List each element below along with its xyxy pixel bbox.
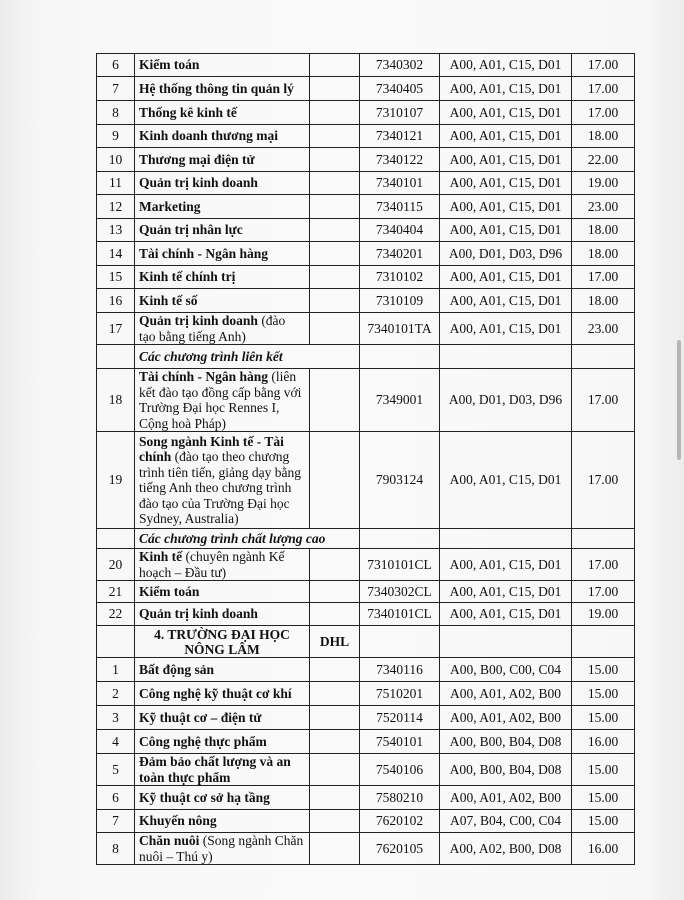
school-code-cell — [310, 195, 360, 219]
program-name: Kiểm toán — [139, 583, 200, 599]
program-name: Tài chính - Ngân hàng — [139, 245, 269, 261]
school-code-cell — [310, 125, 360, 148]
program-name: Kinh tế chính trị — [139, 269, 236, 285]
program-name: Quản trị kinh doanh — [139, 606, 258, 622]
table-row — [97, 432, 635, 529]
table-row — [97, 549, 635, 581]
program-name: Chăn nuôi — [139, 833, 200, 848]
school-code-cell — [310, 54, 360, 77]
subject-combinations: A00, A01, A02, B00 — [440, 682, 572, 706]
row-number: 17 — [97, 313, 135, 345]
row-number: 15 — [97, 266, 135, 289]
table-row — [97, 195, 635, 219]
scrollbar-thumb[interactable] — [677, 340, 681, 460]
university-header-row — [97, 626, 635, 658]
university-name — [135, 626, 310, 658]
program-name-cell — [135, 125, 310, 148]
table-row — [97, 148, 635, 172]
program-name-cell — [135, 219, 310, 242]
program-name: Quản trị kinh doanh — [139, 313, 258, 328]
table-row — [97, 172, 635, 195]
program-code: 7340201 — [360, 242, 440, 266]
row-number: 9 — [97, 125, 135, 148]
table-row — [97, 54, 635, 77]
cutoff-score: 18.00 — [572, 289, 635, 313]
cutoff-score: 15.00 — [572, 658, 635, 682]
row-number: 1 — [97, 658, 135, 682]
row-number: 3 — [97, 706, 135, 730]
subject-combinations: A00, A01, C15, D01 — [440, 266, 572, 289]
program-code — [360, 345, 440, 369]
table-row — [97, 369, 635, 432]
program-name-cell — [135, 706, 310, 730]
program-name-cell — [135, 266, 310, 289]
program-name: Kinh doanh thương mại — [139, 128, 279, 144]
program-name-cell — [135, 833, 310, 865]
program-name: Hệ thống thông tin quản lý — [139, 80, 294, 96]
school-code-cell — [310, 581, 360, 603]
program-code: 7340101 — [360, 172, 440, 195]
subject-combinations: A00, A01, C15, D01 — [440, 101, 572, 125]
cutoff-score: 15.00 — [572, 682, 635, 706]
program-code: 7340121 — [360, 125, 440, 148]
program-name: Kỹ thuật cơ – điện tử — [139, 709, 262, 725]
cutoff-score: 19.00 — [572, 603, 635, 626]
table-row — [97, 810, 635, 833]
row-number: 7 — [97, 77, 135, 101]
cutoff-score: 22.00 — [572, 148, 635, 172]
cutoff-score: 17.00 — [572, 77, 635, 101]
school-code-cell — [310, 706, 360, 730]
program-name-cell — [135, 369, 310, 432]
program-code: 7580210 — [360, 786, 440, 810]
program-name-cell — [135, 172, 310, 195]
university-name-line2: NÔNG LÂM — [184, 641, 260, 657]
subject-combinations: A00, A01, A02, B00 — [440, 786, 572, 810]
program-name: Thương mại điện tử — [139, 151, 255, 167]
program-code: 7340405 — [360, 77, 440, 101]
program-name-cell — [135, 195, 310, 219]
subject-combinations: A00, A01, C15, D01 — [440, 549, 572, 581]
program-name: Công nghệ thực phẩm — [139, 733, 267, 749]
school-code-cell — [310, 242, 360, 266]
table-row — [97, 242, 635, 266]
program-name-cell — [135, 101, 310, 125]
row-number: 8 — [97, 101, 135, 125]
row-number: 20 — [97, 549, 135, 581]
program-name-cell — [135, 786, 310, 810]
program-code: 7340404 — [360, 219, 440, 242]
table-row — [97, 289, 635, 313]
cutoff-score: 16.00 — [572, 730, 635, 754]
program-name: Kiểm toán — [139, 57, 200, 73]
cutoff-score: 15.00 — [572, 786, 635, 810]
program-code: 7310109 — [360, 289, 440, 313]
table-row — [97, 219, 635, 242]
row-number: 12 — [97, 195, 135, 219]
table-row — [97, 77, 635, 101]
subject-combinations: A00, A01, C15, D01 — [440, 219, 572, 242]
row-number: 8 — [97, 833, 135, 865]
cutoff-score: 23.00 — [572, 313, 635, 345]
program-name: Khuyến nông — [139, 813, 217, 829]
program-note: (liên kết đào tạo đồng cấp bằng với Trường Đại học Rennes I, Cộng hoà Pháp) — [139, 369, 302, 431]
school-code-cell — [310, 172, 360, 195]
program-code: 7340302 — [360, 54, 440, 77]
subject-combinations: A00, A01, C15, D01 — [440, 125, 572, 148]
program-note: (chuyên ngành Kế hoạch – Đầu tư) — [139, 549, 285, 580]
cutoff-score — [572, 626, 635, 658]
subject-combinations: A00, A01, C15, D01 — [440, 172, 572, 195]
program-name: Kinh tế số — [139, 292, 198, 308]
program-name: Kỹ thuật cơ sở hạ tầng — [139, 789, 270, 805]
cutoff-score: 18.00 — [572, 219, 635, 242]
row-number — [97, 529, 135, 549]
program-name-cell — [135, 432, 310, 529]
school-code-cell — [310, 658, 360, 682]
row-number: 14 — [97, 242, 135, 266]
program-code — [360, 626, 440, 658]
table-row — [97, 658, 635, 682]
table-row — [97, 682, 635, 706]
program-name: Quản trị kinh doanh — [139, 175, 258, 191]
subject-combinations: A07, B04, C00, C04 — [440, 810, 572, 833]
school-code-cell — [310, 266, 360, 289]
program-code: 7520114 — [360, 706, 440, 730]
table-row — [97, 313, 635, 345]
row-number: 16 — [97, 289, 135, 313]
subject-combinations: A00, A01, C15, D01 — [440, 148, 572, 172]
program-name: Đảm bảo chất lượng và an toàn thực phẩm — [139, 754, 291, 785]
subject-combinations: A00, B00, B04, D08 — [440, 730, 572, 754]
subject-combinations: A00, A01, C15, D01 — [440, 581, 572, 603]
subject-combinations: A00, A02, B00, D08 — [440, 833, 572, 865]
program-name-cell — [135, 77, 310, 101]
program-code: 7620102 — [360, 810, 440, 833]
program-name: Bất động sản — [139, 661, 215, 677]
program-code: 7310101CL — [360, 549, 440, 581]
program-name: Kinh tế — [139, 549, 183, 564]
school-code-cell — [310, 148, 360, 172]
cutoff-score: 18.00 — [572, 125, 635, 148]
table-row — [97, 125, 635, 148]
school-code-cell — [310, 682, 360, 706]
program-note: (đào tạo bằng tiếng Anh) — [139, 313, 286, 344]
program-name: Song ngành Kinh tế - Tài chính — [139, 433, 284, 464]
cutoff-score: 16.00 — [572, 833, 635, 865]
cutoff-score: 15.00 — [572, 706, 635, 730]
cutoff-score: 19.00 — [572, 172, 635, 195]
row-number: 11 — [97, 172, 135, 195]
cutoff-score — [572, 529, 635, 549]
subject-combinations: A00, A01, C15, D01 — [440, 313, 572, 345]
subject-combinations: A00, B00, C00, C04 — [440, 658, 572, 682]
program-code: 7620105 — [360, 833, 440, 865]
row-number: 6 — [97, 54, 135, 77]
program-code: 7310107 — [360, 101, 440, 125]
row-number: 6 — [97, 786, 135, 810]
row-number: 19 — [97, 432, 135, 529]
row-number — [97, 345, 135, 369]
program-code: 7903124 — [360, 432, 440, 529]
school-code-cell — [310, 786, 360, 810]
cutoff-score: 17.00 — [572, 101, 635, 125]
program-name-cell — [135, 603, 310, 626]
table-row — [97, 603, 635, 626]
cutoff-score: 15.00 — [572, 754, 635, 786]
program-code: 7349001 — [360, 369, 440, 432]
university-name-line1: 4. TRƯỜNG ĐẠI HỌC — [154, 626, 290, 642]
program-code: 7340122 — [360, 148, 440, 172]
program-code: 7540101 — [360, 730, 440, 754]
subject-combinations: A00, A01, C15, D01 — [440, 603, 572, 626]
row-number: 2 — [97, 682, 135, 706]
program-name: Công nghệ kỹ thuật cơ khí — [139, 685, 292, 701]
subject-combinations — [440, 626, 572, 658]
program-code: 7340101CL — [360, 603, 440, 626]
school-code-cell — [310, 313, 360, 345]
program-name: Marketing — [139, 198, 201, 214]
row-number: 10 — [97, 148, 135, 172]
program-code: 7340101TA — [360, 313, 440, 345]
school-code-cell — [310, 219, 360, 242]
row-number: 21 — [97, 581, 135, 603]
subject-combinations: A00, D01, D03, D96 — [440, 369, 572, 432]
program-name: Thống kê kinh tế — [139, 104, 237, 120]
university-code: DHL — [310, 626, 360, 658]
cutoff-score — [572, 345, 635, 369]
school-code-cell — [310, 603, 360, 626]
program-name-cell — [135, 549, 310, 581]
cutoff-score: 17.00 — [572, 266, 635, 289]
table-row — [97, 266, 635, 289]
cutoff-score: 15.00 — [572, 810, 635, 833]
program-name-cell — [135, 730, 310, 754]
row-number: 7 — [97, 810, 135, 833]
subject-combinations: A00, A01, C15, D01 — [440, 432, 572, 529]
program-name-cell — [135, 54, 310, 77]
program-name-cell — [135, 242, 310, 266]
table-row — [97, 581, 635, 603]
table-row — [97, 786, 635, 810]
program-code: 7310102 — [360, 266, 440, 289]
program-name-cell — [135, 754, 310, 786]
section-title: Các chương trình liên kết — [135, 345, 360, 369]
subject-combinations — [440, 345, 572, 369]
cutoff-score: 17.00 — [572, 549, 635, 581]
section-title: Các chương trình chất lượng cao — [135, 529, 360, 549]
school-code-cell — [310, 754, 360, 786]
program-code — [360, 529, 440, 549]
program-code: 7340115 — [360, 195, 440, 219]
school-code-cell — [310, 289, 360, 313]
cutoff-score: 23.00 — [572, 195, 635, 219]
table-row — [97, 730, 635, 754]
row-number: 22 — [97, 603, 135, 626]
program-code: 7340116 — [360, 658, 440, 682]
program-name-cell — [135, 313, 310, 345]
program-note: (Song ngành Chăn nuôi – Thú y) — [139, 833, 304, 864]
program-name: Quản trị nhân lực — [139, 222, 243, 238]
subject-combinations — [440, 529, 572, 549]
row-number: 18 — [97, 369, 135, 432]
program-name-cell — [135, 810, 310, 833]
school-code-cell — [310, 369, 360, 432]
subject-combinations: A00, A01, C15, D01 — [440, 54, 572, 77]
row-number — [97, 626, 135, 658]
cutoff-score: 17.00 — [572, 369, 635, 432]
program-code: 7510201 — [360, 682, 440, 706]
cutoff-score: 17.00 — [572, 54, 635, 77]
program-name-cell — [135, 658, 310, 682]
program-code: 7540106 — [360, 754, 440, 786]
admission-table — [96, 53, 635, 865]
school-code-cell — [310, 101, 360, 125]
program-name-cell — [135, 682, 310, 706]
program-name-cell — [135, 289, 310, 313]
school-code-cell — [310, 549, 360, 581]
program-name: Tài chính - Ngân hàng — [139, 369, 269, 384]
table-row — [97, 754, 635, 786]
cutoff-score: 17.00 — [572, 432, 635, 529]
section-row — [97, 345, 635, 369]
table-row — [97, 833, 635, 865]
row-number: 4 — [97, 730, 135, 754]
cutoff-score: 17.00 — [572, 581, 635, 603]
section-row — [97, 529, 635, 549]
subject-combinations: A00, A01, A02, B00 — [440, 706, 572, 730]
program-note: (đào tạo theo chương trình tiên tiến, giảng dạy bằng tiếng Anh theo chương trình đào tạo của Trường Đại học Sydney, Australia) — [139, 449, 301, 526]
school-code-cell — [310, 730, 360, 754]
subject-combinations: A00, A01, C15, D01 — [440, 289, 572, 313]
table-row — [97, 101, 635, 125]
program-code: 7340302CL — [360, 581, 440, 603]
school-code-cell — [310, 833, 360, 865]
school-code-cell — [310, 432, 360, 529]
table-row — [97, 706, 635, 730]
subject-combinations: A00, B00, B04, D08 — [440, 754, 572, 786]
school-code-cell — [310, 810, 360, 833]
school-code-cell — [310, 77, 360, 101]
subject-combinations: A00, A01, C15, D01 — [440, 195, 572, 219]
row-number: 5 — [97, 754, 135, 786]
row-number: 13 — [97, 219, 135, 242]
program-name-cell — [135, 148, 310, 172]
subject-combinations: A00, A01, C15, D01 — [440, 77, 572, 101]
program-name-cell — [135, 581, 310, 603]
subject-combinations: A00, D01, D03, D96 — [440, 242, 572, 266]
cutoff-score: 18.00 — [572, 242, 635, 266]
